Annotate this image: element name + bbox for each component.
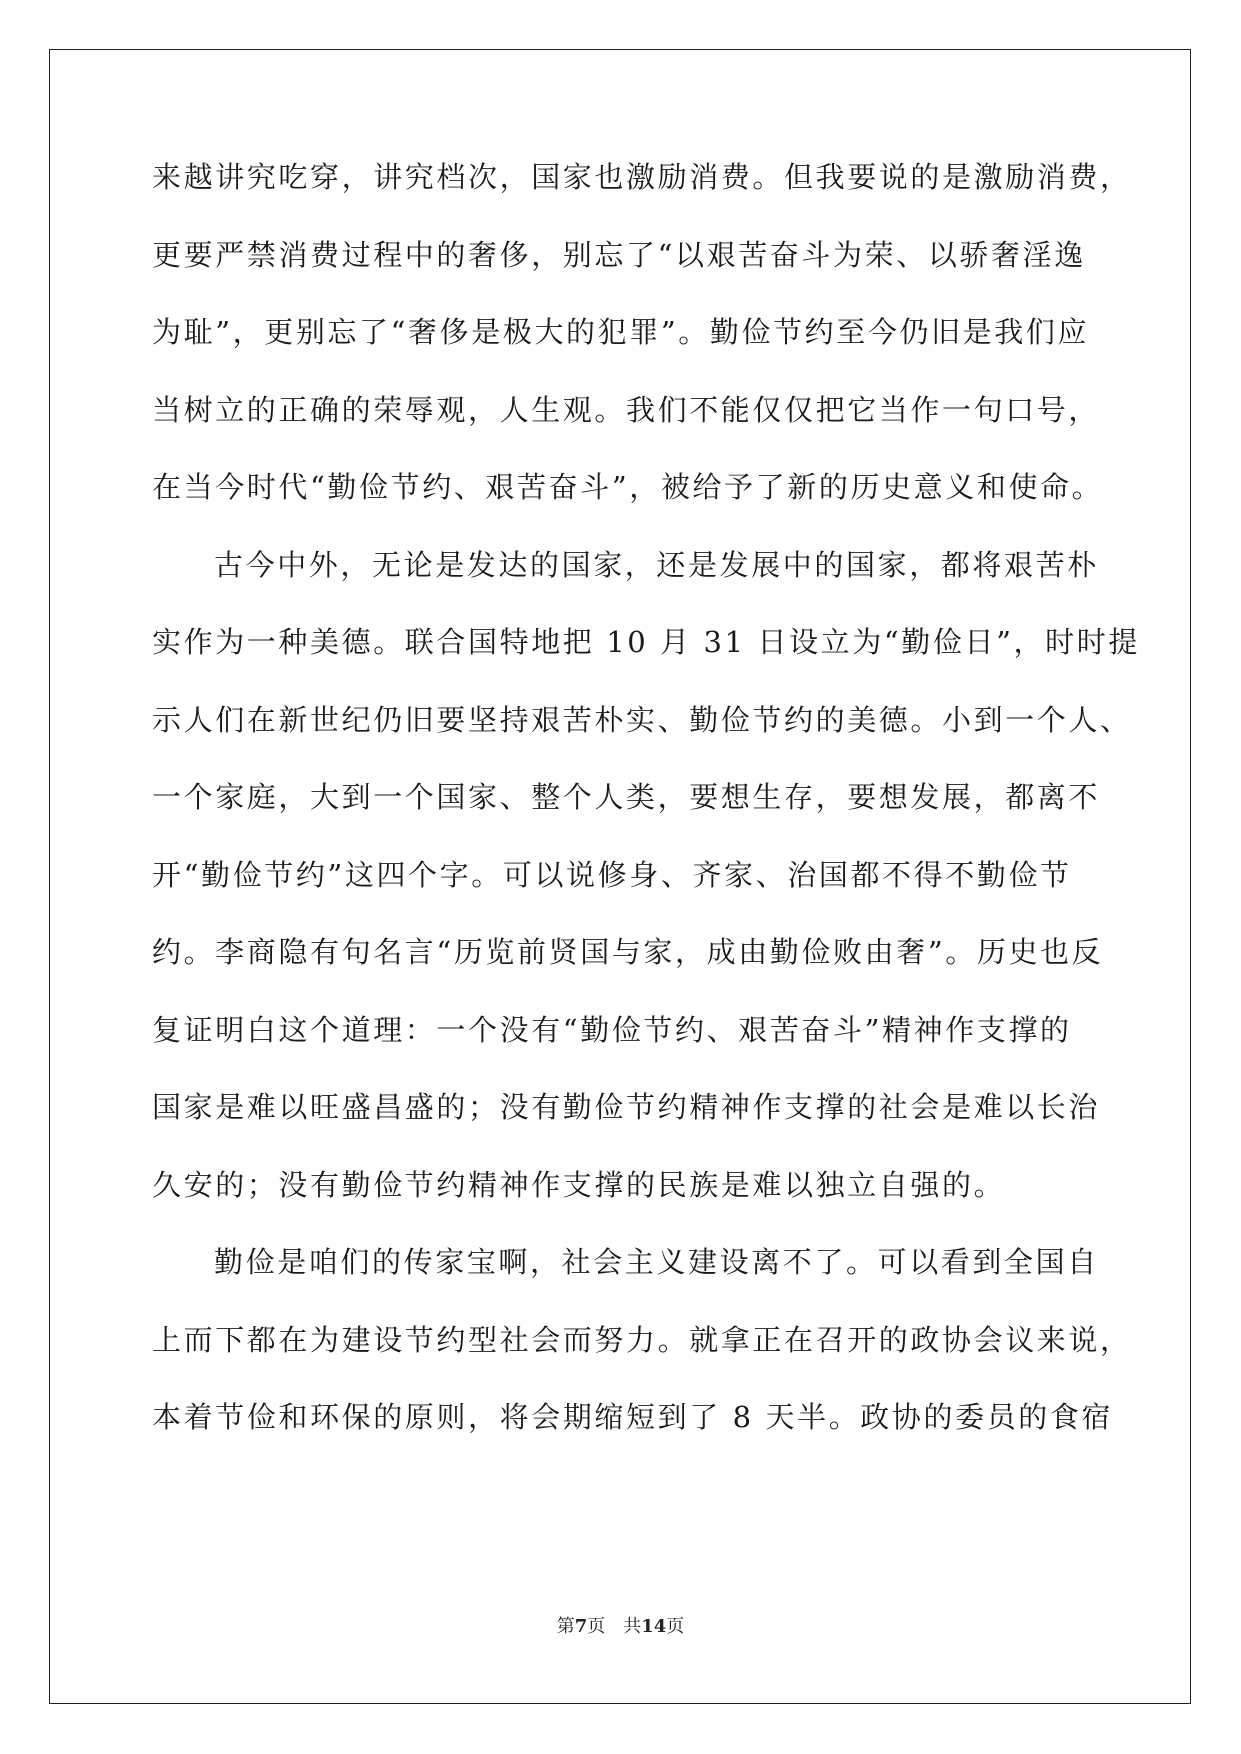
text-line: 国家是难以旺盛昌盛的；没有勤俭节约精神作支撑的社会是难以长治	[152, 1090, 1101, 1124]
paragraph-start-line: 勤俭是咱们的传家宝啊，社会主义建设离不了。可以看到全国自	[214, 1245, 1099, 1279]
text-line: 更要严禁消费过程中的奢侈，别忘了“以艰苦奋斗为荣、以骄奢淫逸	[152, 237, 1086, 272]
total-suffix: 页	[666, 1616, 685, 1637]
page-number: 7	[574, 1616, 588, 1637]
text-line: 为耻”，更别忘了“奢侈是极大的犯罪”。勤俭节约至今仍旧是我们应	[152, 315, 1090, 349]
text-line: 一个家庭，大到一个国家、整个人类，要想生存，要想发展，都离不	[152, 780, 1101, 814]
text-line: 久安的；没有勤俭节约精神作支撑的民族是难以独立自强的。	[152, 1167, 1006, 1202]
text-line: 上而下都在为建设节约型社会而努力。就拿正在召开的政协会议来说，	[152, 1322, 1132, 1357]
paragraph-start-line: 古今中外，无论是发达的国家，还是发展中的国家，都将艰苦朴	[214, 547, 1099, 582]
text-line: 在当今时代“勤俭节约、艰苦奋斗”，被给予了新的历史意义和使命。	[152, 470, 1104, 504]
text-line: 当树立的正确的荣辱观，人生观。我们不能仅仅把它当作一句口号，	[152, 392, 1101, 427]
page-footer	[0, 1612, 1241, 1638]
page-suffix: 页	[587, 1616, 606, 1637]
text-line: 来越讲究吃穿，讲究档次，国家也激励消费。但我要说的是激励消费，	[152, 160, 1132, 194]
page-prefix: 第	[556, 1616, 575, 1637]
text-line: 示人们在新世纪仍旧要坚持艰苦朴实、勤俭节约的美德。小到一个人、	[152, 702, 1132, 737]
document-body	[152, 158, 1140, 1476]
text-line: 复证明白这个道理：一个没有“勤俭节约、艰苦奋斗”精神作支撑的	[152, 1012, 1072, 1047]
total-pages: 14	[641, 1616, 667, 1637]
text-line: 约。李商隐有句名言“历览前贤国与家，成由勤俭败由奢”。历史也反	[152, 935, 1104, 969]
text-line: 开“勤俭节约”这四个字。可以说修身、齐家、治国都不得不勤俭节	[152, 857, 1072, 892]
text-line: 本着节俭和环保的原则，将会期缩短到了 8 天半。政协的委员的食宿	[152, 1400, 1114, 1434]
total-prefix: 共	[623, 1616, 642, 1637]
text-line: 实作为一种美德。联合国特地把 10 月 31 日设立为“勤俭日”，时时提	[152, 625, 1140, 659]
